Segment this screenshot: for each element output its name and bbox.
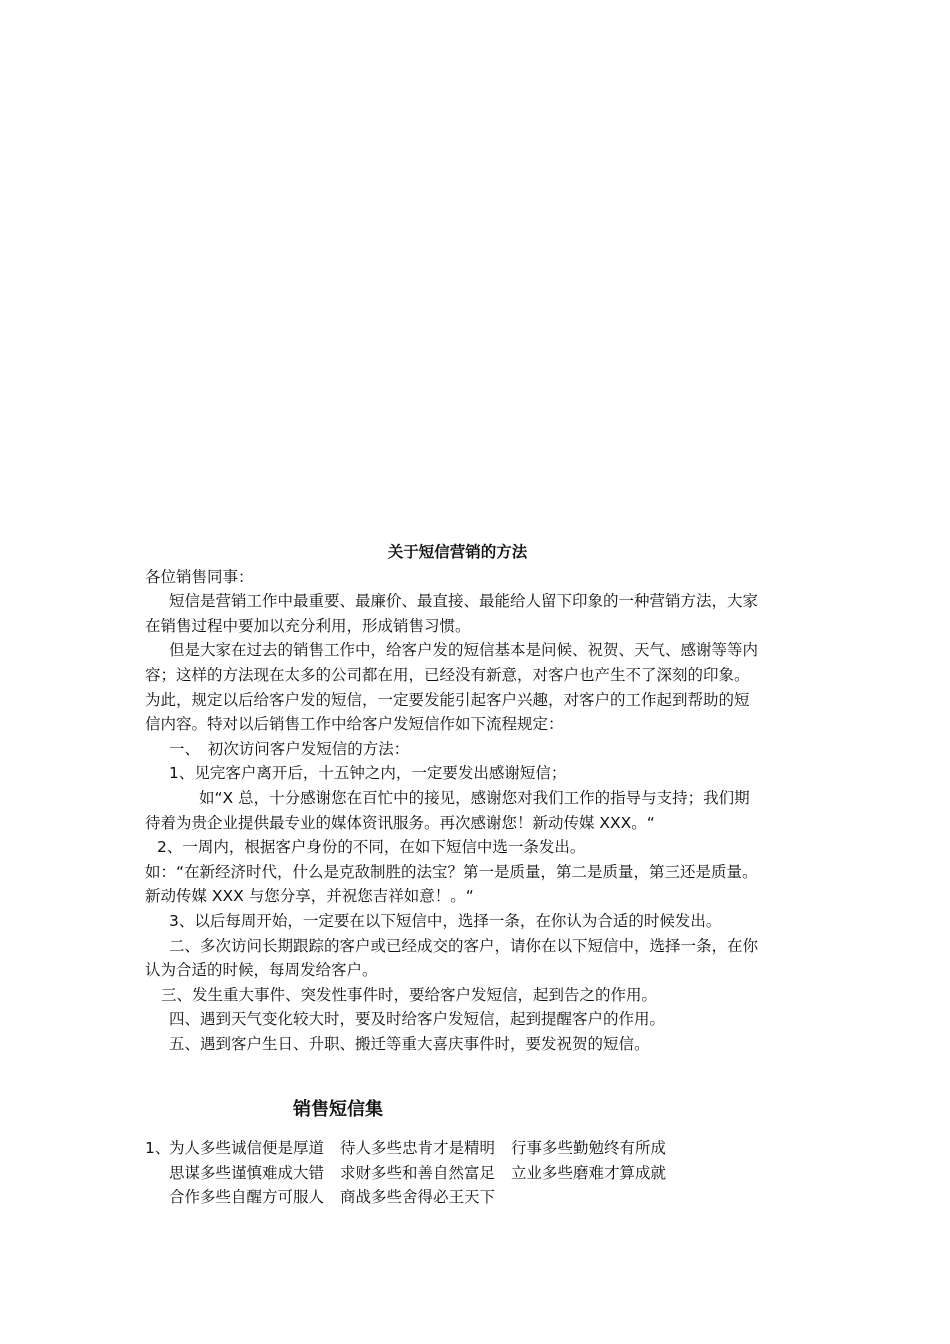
sms-collection — [145, 1136, 810, 1210]
paragraph-line: 信内容。特对以后销售工作中给客户发短信作如下流程规定： — [145, 715, 564, 734]
list-item: 1、见完客户离开后，十五钟之内，一定要发出感谢短信； — [169, 764, 567, 783]
sms-phrase: 为人多些诚信便是厚道 — [169, 1139, 325, 1157]
example-line: 待着为贵企业提供最专业的媒体资讯服务。再次感谢您！新动传媒 XXX。“ — [145, 813, 655, 832]
example-line: 如：“在新经济时代，什么是克敌制胜的法宝？第一是质量，第二是质量，第三还是质量。 — [145, 862, 758, 881]
paragraph-line: 但是大家在过去的销售工作中，给客户发的短信基本是问候、祝贺、天气、感谢等等内 — [169, 641, 759, 660]
document-body — [145, 540, 810, 1056]
paragraph-line: 为此，规定以后给客户发的短信，一定要发能引起客户兴趣，对客户的工作起到帮助的短 — [145, 690, 750, 709]
paragraph-line: 容；这样的方法现在太多的公司都在用，已经没有新意，对客户也产生不了深刻的印象。 — [145, 665, 750, 684]
list-item: 3、以后每周开始，一定要在以下短信中，选择一条，在你认为合适的时候发出。 — [169, 911, 722, 930]
sms-row — [145, 1185, 810, 1210]
sms-phrase: 待人多些忠肯才是精明 — [340, 1139, 496, 1157]
example-line: 新动传媒 XXX 与您分享，并祝您吉祥如意！。“ — [145, 887, 474, 906]
sms-phrase: 立业多些磨难才算成就 — [511, 1163, 667, 1182]
sms-phrase: 合作多些自醒方可服人 — [169, 1188, 325, 1207]
section-heading-3: 三、发生重大事件、突发性事件时，要给客户发短信，起到告之的作用。 — [161, 985, 658, 1004]
sms-collection-title: 销售短信集 — [293, 1099, 383, 1120]
sms-phrase: 思谋多些谨慎难成大错 — [169, 1163, 325, 1182]
list-item: 2、一周内，根据客户身份的不同，在如下短信中选一条发出。 — [157, 838, 586, 857]
sms-row — [145, 1136, 810, 1161]
section-heading-5: 五、遇到客户生日、升职、搬迁等重大喜庆事件时，要发祝贺的短信。 — [169, 1034, 650, 1053]
paragraph-line: 认为合适的时候，每周发给客户。 — [145, 961, 378, 980]
paragraph-line: 在销售过程中要加以充分利用，形成销售习惯。 — [145, 616, 471, 635]
example-line: 如“X 总，十分感谢您在百忙中的接见，感谢您对我们工作的指导与支持；我们期 — [199, 788, 750, 807]
section-heading-1: 一、 初次访问客户发短信的方法： — [169, 739, 410, 758]
salutation: 各位销售同事： — [145, 567, 254, 586]
paragraph-line: 短信是营销工作中最重要、最廉价、最直接、最能给人留下印象的一种营销方法，大家 — [169, 592, 759, 611]
sms-item-number: 1、 — [145, 1139, 171, 1157]
document-title: 关于短信营销的方法 — [387, 543, 528, 561]
sms-phrase: 商战多些舍得必王天下 — [340, 1188, 496, 1207]
sms-row — [145, 1161, 810, 1186]
sms-phrase: 求财多些和善自然富足 — [340, 1163, 496, 1182]
sms-phrase: 行事多些勤勉终有所成 — [511, 1139, 667, 1157]
section-heading-2: 二、多次访问长期跟踪的客户或已经成交的客户，请你在以下短信中，选择一条，在你 — [169, 936, 759, 955]
section-heading-4: 四、遇到天气变化较大时，要及时给客户发短信，起到提醒客户的作用。 — [169, 1010, 666, 1029]
